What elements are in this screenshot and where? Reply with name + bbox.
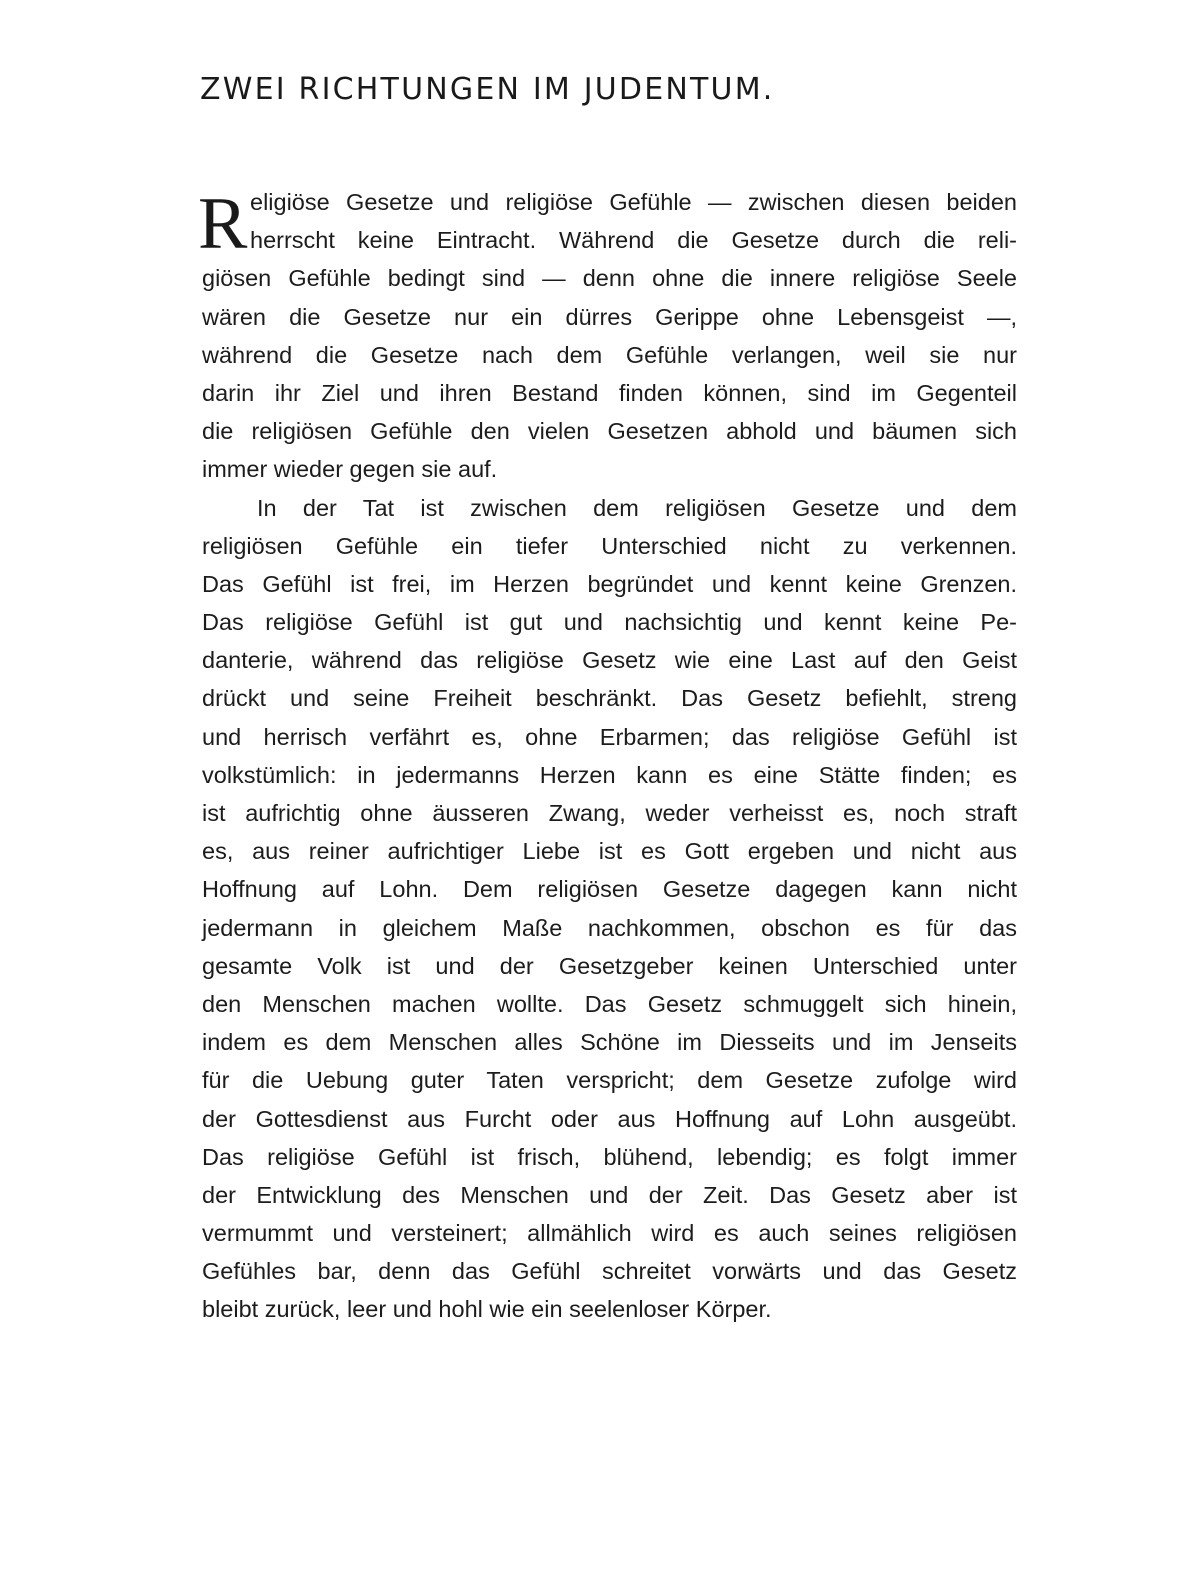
text-line: bleibt zurück, leer und hohl wie ein seelenloser Körper. (202, 1296, 772, 1323)
body-text (198, 183, 1017, 1329)
text-line: vermummt und versteinert; allmählich wird es auch seines religiösen (202, 1220, 1017, 1247)
chapter-title: ZWEI RICHTUNGEN IM JUDENTUM. (200, 72, 775, 107)
text-line: Das religiöse Gefühl ist frisch, blühend, lebendig; es folgt immer (202, 1143, 1017, 1170)
text-line: danterie, während das religiöse Gesetz wie eine Last auf den Geist (202, 647, 1017, 674)
text-line: es, aus reiner aufrichtiger Liebe ist es Gott ergeben und nicht aus (202, 838, 1017, 865)
text-line: die religiösen Gefühle den vielen Gesetzen abhold und bäumen sich (202, 418, 1017, 445)
text-line: wären die Gesetze nur ein dürres Gerippe ohne Lebensgeist —, (202, 303, 1017, 330)
text-line: herrscht keine Eintracht. Während die Gesetze durch die reli- (250, 227, 1017, 254)
text-line: während die Gesetze nach dem Gefühle verlangen, weil sie nur (202, 341, 1017, 368)
text-line: der Gottesdienst aus Furcht oder aus Hoffnung auf Lohn ausgeübt. (202, 1105, 1017, 1132)
text-line: In der Tat ist zwischen dem religiösen Gesetze und dem (257, 494, 1017, 521)
text-line: religiösen Gefühle ein tiefer Unterschied nicht zu verkennen. (202, 532, 1017, 559)
text-line: und herrisch verfährt es, ohne Erbarmen; das religiöse Gefühl ist (202, 723, 1017, 750)
text-line: jedermann in gleichem Maße nachkommen, obschon es für das (202, 914, 1017, 941)
text-line: eligiöse Gesetze und religiöse Gefühle — zwischen diesen beiden (250, 189, 1017, 215)
text-line: Das Gefühl ist frei, im Herzen begründet und kennt keine Grenzen. (202, 570, 1017, 597)
text-line: immer wieder gegen sie auf. (202, 456, 498, 483)
text-line: darin ihr Ziel und ihren Bestand finden können, sind im Gegenteil (202, 379, 1017, 406)
text-line: gesamte Volk ist und der Gesetzgeber keinen Unterschied unter (202, 952, 1017, 979)
text-line: den Menschen machen wollte. Das Gesetz schmuggelt sich hinein, (202, 990, 1017, 1017)
text-line: volkstümlich: in jedermanns Herzen kann es eine Stätte finden; es (202, 761, 1017, 788)
text-line: Das religiöse Gefühl ist gut und nachsichtig und kennt keine Pe- (202, 609, 1017, 636)
text-line: der Entwicklung des Menschen und der Zeit. Das Gesetz aber ist (202, 1181, 1017, 1208)
text-line: Hoffnung auf Lohn. Dem religiösen Gesetze dagegen kann nicht (202, 876, 1017, 903)
text-line: giösen Gefühle bedingt sind — denn ohne die innere religiöse Seele (202, 265, 1017, 292)
text-line: für die Uebung guter Taten verspricht; dem Gesetze zufolge wird (202, 1067, 1017, 1094)
text-line: drückt und seine Freiheit beschränkt. Das Gesetz befiehlt, streng (202, 685, 1017, 712)
text-line: indem es dem Menschen alles Schöne im Diesseits und im Jenseits (202, 1029, 1017, 1056)
text-line: Gefühles bar, denn das Gefühl schreitet vorwärts und das Gesetz (202, 1258, 1017, 1285)
drop-cap-initial: R (198, 183, 248, 265)
text-line: ist aufrichtig ohne äusseren Zwang, weder verheisst es, noch straft (202, 800, 1017, 826)
